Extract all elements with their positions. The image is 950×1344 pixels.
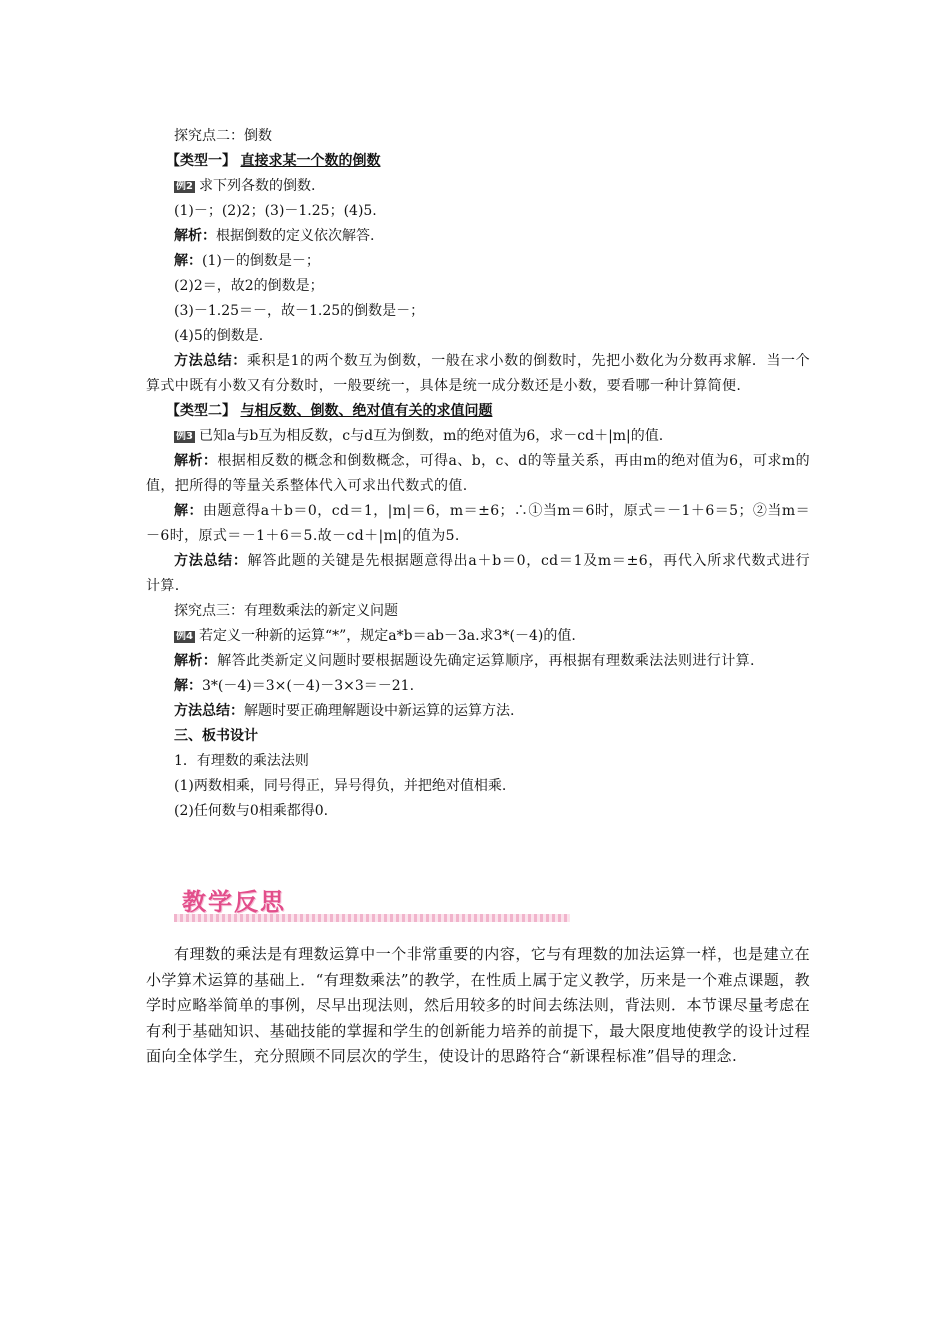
example4-solution: 解：3*(－4)＝3×(－4)－3×3＝－21. — [174, 678, 415, 694]
example-badge: 例2 — [176, 181, 193, 192]
type2-title: 与相反数、倒数、绝对值有关的求值问题 — [240, 403, 493, 419]
example4-analysis: 解析：解答此类新定义问题时要根据题设先确定运算顺序，再根据有理数乘法法则进行计算. — [174, 653, 755, 669]
document-page — [146, 124, 810, 1070]
example2-question: 例2 求下列各数的倒数. — [176, 178, 316, 194]
example2-solution-1: 解：(1)－的倒数是－； — [174, 253, 320, 269]
example3-question: 例3 已知a与b互为相反数，c与d互为倒数，m的绝对值为6，求－cd＋|m|的值. — [176, 428, 664, 444]
example-badge: 例4 — [176, 631, 193, 642]
example2-solution-3: (3)－1.25＝－，故－1.25的倒数是－； — [174, 303, 425, 319]
type2-tag: 【类型二】 — [166, 403, 236, 419]
type1-heading — [146, 149, 810, 174]
example2-method: 方法总结：乘积是1的两个数互为倒数，一般在求小数的倒数时，先把小数化为分数再求解．当一个算式中既有小数又有分数时，一般要统一，具体是统一成分数还是小数，要看哪一种计算简便. — [146, 353, 810, 394]
example2-analysis: 解析：根据倒数的定义依次解答. — [174, 228, 375, 244]
example2-items: (1)－；(2)2；(3)－1.25；(4)5. — [174, 203, 377, 219]
reflection-banner — [174, 880, 810, 924]
example2-solution-2: (2)2＝，故2的倒数是； — [174, 278, 324, 294]
example-badge: 例3 — [176, 431, 193, 442]
type2-heading — [146, 399, 810, 424]
reflection-text: 有理数的乘法是有理数运算中一个非常重要的内容，它与有理数的加法运算一样，也是建立在小学算术运算的基础上．“有理数乘法”的教学，在性质上属于定义教学，历来是一个难点课题，教学时应略举简单的事例，尽早出现法则，然后用较多的时间去练法则，背法则．本节课尽量考虑在有利于基础知识、基础技能的掌握和学生的创新能力培养的前提下，最大限度地使教学的设计过程面向全体学生，充分照顾不同层次的学生，使设计的思路符合“新课程标准”倡导的理念. — [146, 945, 810, 1065]
reflection-banner-title: 教学反思 — [182, 888, 286, 916]
example2-solution-4: (4)5的倒数是. — [174, 328, 264, 344]
section-heading-3: 探究点三：有理数乘法的新定义问题 — [174, 603, 398, 619]
example3-solution: 解：由题意得a＋b＝0，cd＝1，|m|＝6，m＝±6；∴①当m＝6时，原式＝－1＋6＝5；②当m＝－6时，原式＝－1＋6＝5.故－cd＋|m|的值为5. — [146, 503, 810, 544]
section-heading-2: 探究点二：倒数 — [174, 128, 272, 144]
board-item-1: 1．有理数的乘法法则 — [174, 753, 309, 769]
type1-tag: 【类型一】 — [166, 153, 236, 169]
board-heading: 三、板书设计 — [174, 728, 258, 744]
board-rule-2: (2)任何数与0相乘都得0. — [174, 803, 329, 819]
example4-question: 例4 若定义一种新的运算“*”，规定a*b＝ab－3a.求3*(－4)的值. — [176, 628, 576, 644]
board-rule-1: (1)两数相乘，同号得正，异号得负，并把绝对值相乘. — [174, 778, 507, 794]
type1-title: 直接求某一个数的倒数 — [240, 153, 381, 169]
example3-method: 方法总结：解答此题的关键是先根据题意得出a＋b＝0，cd＝1及m＝±6，再代入所求代数式进行计算. — [146, 553, 810, 594]
example3-analysis: 解析：根据相反数的概念和倒数概念，可得a、b，c、d的等量关系，再由m的绝对值为6，可求m的值，把所得的等量关系整体代入可求出代数式的值. — [146, 453, 810, 494]
example4-method: 方法总结：解题时要正确理解题设中新运算的运算方法. — [174, 703, 515, 719]
